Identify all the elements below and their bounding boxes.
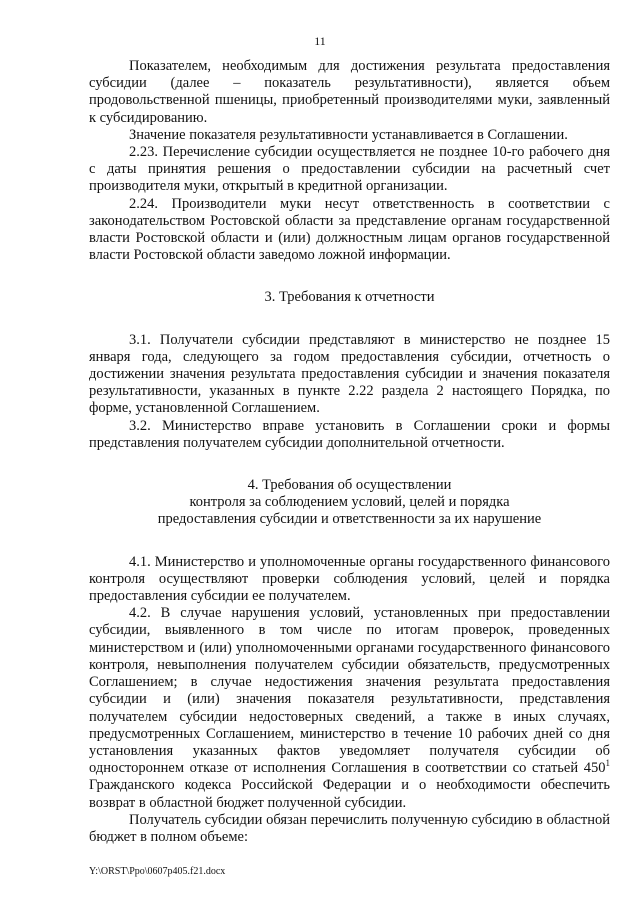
paragraph-2-23: 2.23. Перечисление субсидии осуществляется не позднее 10-го рабочего дня с даты принятия решения о предоставлении субсидии на расчетный счет производителя муки, открытый в кредитной организации. <box>89 144 610 195</box>
section-4-heading-line-3: предоставления субсидии и ответственности за их нарушение <box>157 511 542 528</box>
section-spacer <box>89 452 610 477</box>
paragraph-4-2-tail-text: Гражданского кодекса Российской Федерации и о необходимости обеспечить возврат в областной бюджет полученной субсидии. <box>89 777 610 811</box>
section-spacer <box>89 529 610 554</box>
section-4-heading-line-1: 4. Требования об осуществлении <box>247 477 452 494</box>
paragraph-4-1: 4.1. Министерство и уполномоченные органы государственного финансового контроля осуществляют проверки соблюдения условий, целей и порядка предоставления субсидии ее получателем. <box>89 553 610 605</box>
footer-file-path: Y:\ORST\Ppo\0607p405.f21.docx <box>89 866 226 877</box>
paragraph-2-24: 2.24. Производители муки несут ответственность в соответствии с законодательством Ростовской области за представление органам государственной власти Ростовской области и (или) должностным лицам органов государственной власти Ростовской области заведомо ложной информации. <box>89 195 610 264</box>
paragraph-result-indicator: Показателем, необходимым для достижения результата предоставления субсидии (далее – показатель результативности), является объем продовольственной пшеницы, приобретенный производителями муки, заявленный к субсидированию. <box>89 58 610 126</box>
section-3-heading: 3. Требования к отчетности <box>264 289 435 306</box>
paragraph-3-1: 3.1. Получатели субсидии представляют в министерство не позднее 15 января года, следующего за годом предоставления субсидии, отчетность о достижении значения результата предоставления субсидии и значения показателя результативности, указанных в пункте 2.22 раздела 2 настоящего Порядка, по форме, установленной Соглашением. <box>89 331 610 417</box>
paragraph-4-2 <box>89 605 610 811</box>
page-number: 11 <box>314 34 326 48</box>
paragraph-indicator-value: Значение показателя результативности устанавливается в Соглашении. <box>129 126 568 143</box>
paragraph-3-2: 3.2. Министерство вправе установить в Соглашении сроки и формы представления получателем субсидии дополнительной отчетности. <box>89 417 610 451</box>
paragraph-recipient-obligation: Получатель субсидии обязан перечислить полученную субсидию в областной бюджет в полном объеме: <box>89 811 610 845</box>
article-superscript: 1 <box>605 758 610 769</box>
section-4-heading-line-2: контроля за соблюдением условий, целей и порядка <box>189 494 510 511</box>
section-spacer <box>89 307 610 332</box>
document-body <box>89 58 610 846</box>
section-spacer <box>89 264 610 289</box>
paragraph-4-2-main-text: 4.2. В случае нарушения условий, установленных при предоставлении субсидии, выявленного в том числе по итогам проверок, проведенных министерством и (или) уполномоченными органами государственного финансового контроля, невыполнения получателем субсидии обязательств, предусмотренных Соглашением; в случае недостижения значения результата предоставления субсидии и (или) значения показателя результативности, представления получателем субсидии недостоверных сведений, а также в иных случаях, предусмотренных Соглашением, министерство в течение 10 рабочих дней со дня установления указанных фактов уведомляет получателя субсидии об одностороннем отказе от исполнения Соглашения в соответствии со статьей 450 <box>89 605 610 777</box>
